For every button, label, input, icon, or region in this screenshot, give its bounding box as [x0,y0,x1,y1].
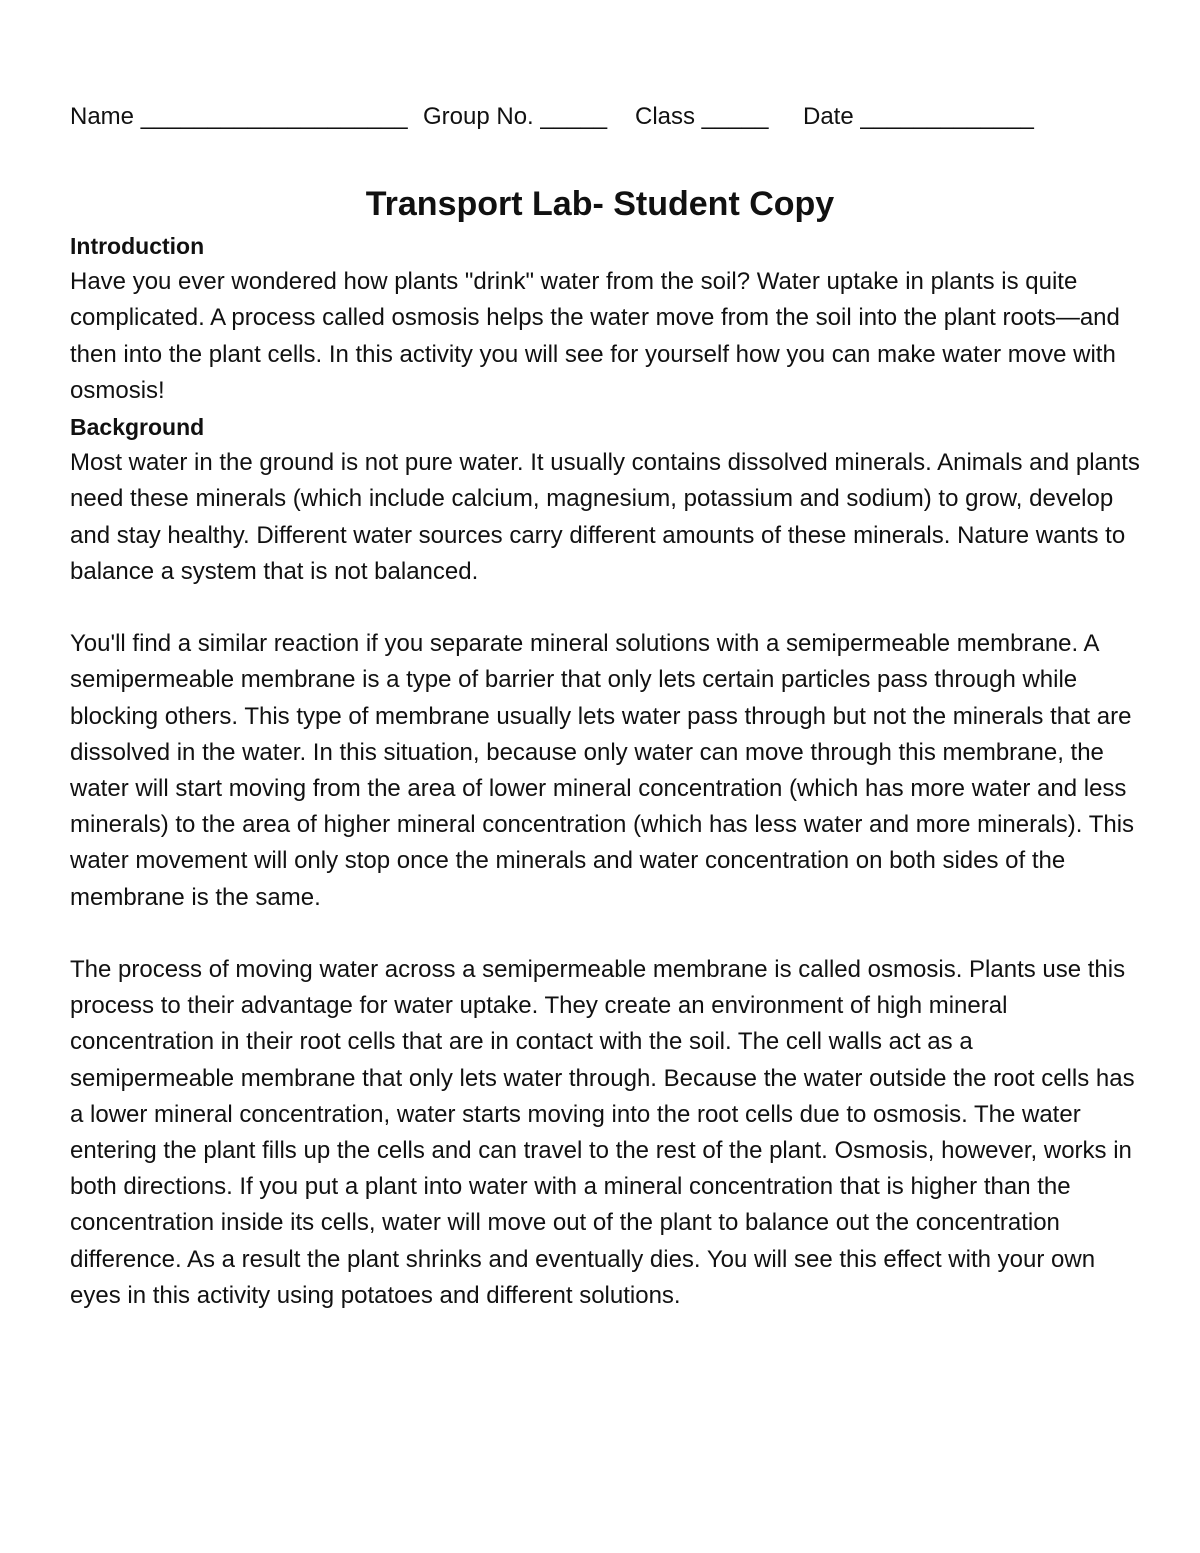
group-number-field[interactable]: Group No. _____ [423,103,608,130]
introduction-heading: Introduction [70,233,205,259]
background-paragraph-2: You'll find a similar reaction if you separate mineral solutions with a semipermeable membrane. A semipermeable membrane is a type of barrier that only lets certain particles pass through while blocking others. This type of membrane usually lets water pass through but not the minerals that are dissolved in the water. In this situation, because only water can move through this membrane, the water will start moving from the area of lower mineral concentration (which has more water and less minerals) to the area of higher mineral concentration (which has less water and more minerals). This water movement will only stop once the minerals and water concentration on both sides of the membrane is the same. [70,630,1135,911]
date-field[interactable]: Date _____________ [803,103,1034,130]
introduction-section [70,228,1140,409]
paragraph-spacer [70,916,1140,952]
document-title: Transport Lab- Student Copy [365,185,835,223]
paragraph-spacer [70,590,1140,626]
background-section [70,409,1140,1314]
name-field[interactable]: Name ____________________ [70,103,408,130]
introduction-paragraph: Have you ever wondered how plants "drink" water from the soil? Water uptake in plants is quite complicated. A process called osmosis helps the water move from the soil into the plant roots—and then into the plant cells. In this activity you will see for yourself how you can make water move with osmosis! [70,268,1120,404]
background-heading: Background [70,414,205,440]
background-paragraph-3: The process of moving water across a semipermeable membrane is called osmosis. Plants use this process to their advantage for water uptake. They create an environment of high mineral concentration in their root cells that are in contact with the soil. The cell walls act as a semipermeable membrane that only lets water through. Because the water outside the root cells has a lower mineral concentration, water starts moving into the root cells due to osmosis. The water entering the plant fills up the cells and can travel to the rest of the plant. Osmosis, however, works in both directions. If you put a plant into water with a mineral concentration that is higher than the concentration inside its cells, water will move out of the plant to balance out the concentration difference. As a result the plant shrinks and eventually dies. You will see this effect with your own eyes in this activity using potatoes and different solutions. [70,956,1135,1309]
student-info-header [70,100,1130,134]
class-field[interactable]: Class _____ [635,103,769,130]
background-paragraph-1: Most water in the ground is not pure water. It usually contains dissolved minerals. Animals and plants need these minerals (which include calcium, magnesium, potassium and sodium) to grow, develop and stay healthy. Different water sources carry different amounts of these minerals. Nature wants to balance a system that is not balanced. [70,449,1140,585]
